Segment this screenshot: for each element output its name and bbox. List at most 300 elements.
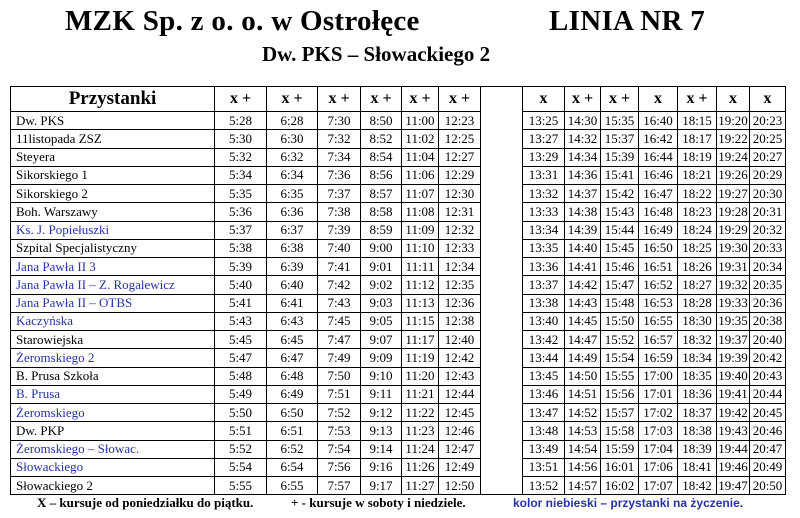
- departure-time: 16:57: [639, 331, 678, 349]
- departure-time: 6:28: [267, 112, 318, 130]
- departure-time: 12:36: [439, 294, 481, 312]
- departure-time: 15:52: [601, 331, 639, 349]
- table-row: [11, 367, 786, 385]
- departure-time: 5:48: [215, 367, 267, 385]
- departure-time: 13:44: [523, 349, 565, 367]
- departure-time: 15:39: [601, 148, 639, 166]
- departure-time: 16:48: [639, 203, 678, 221]
- departure-time: 16:46: [639, 166, 678, 184]
- departure-time: 8:58: [361, 203, 402, 221]
- departure-time: 12:43: [439, 367, 481, 385]
- departure-time: 6:47: [267, 349, 318, 367]
- departure-time: 7:51: [318, 385, 361, 403]
- stop-name: Kaczyńska: [11, 312, 215, 330]
- separator-cell: [481, 276, 523, 294]
- departure-time: 7:32: [318, 130, 361, 148]
- separator-cell: [481, 221, 523, 239]
- departure-time: 20:25: [750, 130, 786, 148]
- departure-time: 19:35: [717, 312, 750, 330]
- departure-time: 17:04: [639, 440, 678, 458]
- departure-time: 13:52: [523, 477, 565, 495]
- departure-time: 13:35: [523, 239, 565, 257]
- table-row: [11, 221, 786, 239]
- departure-time: 11:09: [402, 221, 439, 239]
- departure-time: 7:39: [318, 221, 361, 239]
- departure-time: 12:40: [439, 331, 481, 349]
- departure-time: 19:43: [717, 422, 750, 440]
- departure-time: 12:46: [439, 422, 481, 440]
- departure-time: 9:05: [361, 312, 402, 330]
- departure-time: 5:38: [215, 239, 267, 257]
- separator-cell: [481, 385, 523, 403]
- separator-cell: [481, 404, 523, 422]
- table-row: [11, 276, 786, 294]
- departure-time: 9:13: [361, 422, 402, 440]
- course-column-header: x +: [439, 87, 481, 112]
- departure-time: 13:29: [523, 148, 565, 166]
- departure-time: 13:47: [523, 404, 565, 422]
- departure-time: 6:39: [267, 258, 318, 276]
- departure-time: 15:50: [601, 312, 639, 330]
- departure-time: 12:29: [439, 166, 481, 184]
- course-column-header: x +: [318, 87, 361, 112]
- departure-time: 18:27: [678, 276, 717, 294]
- departure-time: 12:33: [439, 239, 481, 257]
- timetable: [10, 86, 786, 495]
- departure-time: 7:38: [318, 203, 361, 221]
- table-row: [11, 458, 786, 476]
- departure-time: 7:40: [318, 239, 361, 257]
- departure-time: 17:06: [639, 458, 678, 476]
- course-column-header: x +: [402, 87, 439, 112]
- departure-time: 14:45: [565, 312, 601, 330]
- course-column-header: x +: [678, 87, 717, 112]
- departure-time: 6:51: [267, 422, 318, 440]
- departure-time: 7:45: [318, 312, 361, 330]
- departure-time: 5:32: [215, 148, 267, 166]
- departure-time: 12:50: [439, 477, 481, 495]
- stop-name: Dw. PKS: [11, 112, 215, 130]
- departure-time: 19:31: [717, 258, 750, 276]
- departure-time: 19:40: [717, 367, 750, 385]
- stop-name: Jana Pawła II – OTBS: [11, 294, 215, 312]
- departure-time: 12:23: [439, 112, 481, 130]
- departure-time: 9:07: [361, 331, 402, 349]
- legend-weekdays: X – kursuje od poniedziałku do piątku.: [37, 495, 254, 510]
- course-column-header: x: [639, 87, 678, 112]
- departure-time: 11:13: [402, 294, 439, 312]
- stop-name: Żeromskiego – Słowac.: [11, 440, 215, 458]
- departure-time: 15:55: [601, 367, 639, 385]
- departure-time: 15:41: [601, 166, 639, 184]
- departure-time: 13:36: [523, 258, 565, 276]
- departure-time: 11:15: [402, 312, 439, 330]
- departure-time: 16:52: [639, 276, 678, 294]
- departure-time: 14:41: [565, 258, 601, 276]
- departure-time: 11:02: [402, 130, 439, 148]
- departure-time: 13:42: [523, 331, 565, 349]
- separator-cell: [481, 87, 523, 112]
- departure-time: 7:30: [318, 112, 361, 130]
- departure-time: 6:30: [267, 130, 318, 148]
- departure-time: 5:43: [215, 312, 267, 330]
- departure-time: 5:52: [215, 440, 267, 458]
- departure-time: 6:54: [267, 458, 318, 476]
- departure-time: 16:02: [601, 477, 639, 495]
- stop-name: Słowackiego 2: [11, 477, 215, 495]
- separator-cell: [481, 440, 523, 458]
- departure-time: 6:43: [267, 312, 318, 330]
- departure-time: 12:38: [439, 312, 481, 330]
- departure-time: 18:39: [678, 440, 717, 458]
- departure-time: 18:24: [678, 221, 717, 239]
- departure-time: 8:50: [361, 112, 402, 130]
- departure-time: 14:49: [565, 349, 601, 367]
- table-row: [11, 440, 786, 458]
- departure-time: 9:11: [361, 385, 402, 403]
- course-column-header: x: [717, 87, 750, 112]
- line-number-title: LINIA NR 7: [549, 5, 706, 37]
- departure-time: 5:47: [215, 349, 267, 367]
- departure-time: 20:29: [750, 166, 786, 184]
- departure-time: 5:49: [215, 385, 267, 403]
- departure-time: 14:51: [565, 385, 601, 403]
- separator-cell: [481, 258, 523, 276]
- departure-time: 13:45: [523, 367, 565, 385]
- departure-time: 14:50: [565, 367, 601, 385]
- departure-time: 20:42: [750, 349, 786, 367]
- departure-time: 19:32: [717, 276, 750, 294]
- departure-time: 18:42: [678, 477, 717, 495]
- departure-time: 13:49: [523, 440, 565, 458]
- departure-time: 20:34: [750, 258, 786, 276]
- table-row: [11, 404, 786, 422]
- departure-time: 7:57: [318, 477, 361, 495]
- departure-time: 6:38: [267, 239, 318, 257]
- departure-time: 19:42: [717, 404, 750, 422]
- table-row: [11, 312, 786, 330]
- departure-time: 20:31: [750, 203, 786, 221]
- departure-time: 19:26: [717, 166, 750, 184]
- separator-cell: [481, 112, 523, 130]
- departure-time: 13:37: [523, 276, 565, 294]
- course-column-header: x +: [267, 87, 318, 112]
- departure-time: 20:33: [750, 239, 786, 257]
- stop-name: B. Prusa Szkoła: [11, 367, 215, 385]
- departure-time: 6:32: [267, 148, 318, 166]
- departure-time: 18:17: [678, 130, 717, 148]
- departure-time: 15:58: [601, 422, 639, 440]
- departure-time: 7:37: [318, 185, 361, 203]
- departure-time: 11:21: [402, 385, 439, 403]
- departure-time: 17:01: [639, 385, 678, 403]
- departure-time: 20:49: [750, 458, 786, 476]
- departure-time: 6:40: [267, 276, 318, 294]
- departure-time: 18:21: [678, 166, 717, 184]
- departure-time: 9:00: [361, 239, 402, 257]
- route-title: Dw. PKS – Słowackiego 2: [262, 42, 491, 66]
- departure-time: 11:06: [402, 166, 439, 184]
- course-column-header: x +: [565, 87, 601, 112]
- departure-time: 12:45: [439, 404, 481, 422]
- departure-time: 12:44: [439, 385, 481, 403]
- departure-time: 13:27: [523, 130, 565, 148]
- departure-time: 6:41: [267, 294, 318, 312]
- departure-time: 7:53: [318, 422, 361, 440]
- departure-time: 13:38: [523, 294, 565, 312]
- departure-time: 16:53: [639, 294, 678, 312]
- departure-time: 19:44: [717, 440, 750, 458]
- departure-time: 15:46: [601, 258, 639, 276]
- departure-time: 20:23: [750, 112, 786, 130]
- departure-time: 7:49: [318, 349, 361, 367]
- departure-time: 12:32: [439, 221, 481, 239]
- departure-time: 16:42: [639, 130, 678, 148]
- departure-time: 20:43: [750, 367, 786, 385]
- departure-time: 16:44: [639, 148, 678, 166]
- departure-time: 20:38: [750, 312, 786, 330]
- departure-time: 18:37: [678, 404, 717, 422]
- departure-time: 15:59: [601, 440, 639, 458]
- departure-time: 5:37: [215, 221, 267, 239]
- departure-time: 11:17: [402, 331, 439, 349]
- departure-time: 18:36: [678, 385, 717, 403]
- stop-name: 11listopada ZSZ: [11, 130, 215, 148]
- departure-time: 18:41: [678, 458, 717, 476]
- stop-name: Sikorskiego 1: [11, 166, 215, 184]
- departure-time: 6:48: [267, 367, 318, 385]
- departure-time: 11:00: [402, 112, 439, 130]
- departure-time: 19:39: [717, 349, 750, 367]
- table-row: [11, 130, 786, 148]
- departure-time: 18:35: [678, 367, 717, 385]
- departure-time: 9:02: [361, 276, 402, 294]
- departure-time: 8:54: [361, 148, 402, 166]
- departure-time: 14:40: [565, 239, 601, 257]
- departure-time: 19:24: [717, 148, 750, 166]
- table-row: [11, 166, 786, 184]
- departure-time: 11:04: [402, 148, 439, 166]
- departure-time: 13:40: [523, 312, 565, 330]
- departure-time: 6:34: [267, 166, 318, 184]
- departure-time: 19:30: [717, 239, 750, 257]
- separator-cell: [481, 367, 523, 385]
- departure-time: 16:55: [639, 312, 678, 330]
- departure-time: 5:55: [215, 477, 267, 495]
- departure-time: 13:33: [523, 203, 565, 221]
- departure-time: 19:27: [717, 185, 750, 203]
- departure-time: 20:35: [750, 276, 786, 294]
- departure-time: 11:27: [402, 477, 439, 495]
- departure-time: 18:38: [678, 422, 717, 440]
- table-row: [11, 203, 786, 221]
- departure-time: 19:22: [717, 130, 750, 148]
- departure-time: 9:17: [361, 477, 402, 495]
- departure-time: 20:40: [750, 331, 786, 349]
- departure-time: 15:43: [601, 203, 639, 221]
- departure-time: 12:49: [439, 458, 481, 476]
- departure-time: 16:50: [639, 239, 678, 257]
- departure-time: 16:49: [639, 221, 678, 239]
- separator-cell: [481, 349, 523, 367]
- departure-time: 5:54: [215, 458, 267, 476]
- departure-time: 8:56: [361, 166, 402, 184]
- departure-time: 19:47: [717, 477, 750, 495]
- table-row: [11, 258, 786, 276]
- departure-time: 20:30: [750, 185, 786, 203]
- departure-time: 6:35: [267, 185, 318, 203]
- company-title: MZK Sp. z o. o. w Ostrołęce: [65, 5, 420, 37]
- departure-time: 9:03: [361, 294, 402, 312]
- departure-time: 7:50: [318, 367, 361, 385]
- departure-time: 14:36: [565, 166, 601, 184]
- departure-time: 20:36: [750, 294, 786, 312]
- departure-time: 6:36: [267, 203, 318, 221]
- departure-time: 9:01: [361, 258, 402, 276]
- departure-time: 9:16: [361, 458, 402, 476]
- departure-time: 7:52: [318, 404, 361, 422]
- course-column-header: x: [750, 87, 786, 112]
- course-column-header: x: [523, 87, 565, 112]
- departure-time: 17:02: [639, 404, 678, 422]
- departure-time: 6:52: [267, 440, 318, 458]
- departure-time: 14:43: [565, 294, 601, 312]
- departure-time: 12:25: [439, 130, 481, 148]
- table-row: [11, 349, 786, 367]
- departure-time: 14:53: [565, 422, 601, 440]
- stop-name: Słowackiego: [11, 458, 215, 476]
- separator-cell: [481, 239, 523, 257]
- departure-time: 8:52: [361, 130, 402, 148]
- departure-time: 16:01: [601, 458, 639, 476]
- departure-time: 5:41: [215, 294, 267, 312]
- table-row: [11, 477, 786, 495]
- departure-time: 20:32: [750, 221, 786, 239]
- separator-cell: [481, 203, 523, 221]
- departure-time: 19:33: [717, 294, 750, 312]
- departure-time: 19:41: [717, 385, 750, 403]
- departure-time: 14:47: [565, 331, 601, 349]
- stop-name: Jana Pawła II 3: [11, 258, 215, 276]
- departure-time: 13:51: [523, 458, 565, 476]
- departure-time: 5:50: [215, 404, 267, 422]
- departure-time: 17:03: [639, 422, 678, 440]
- departure-time: 18:26: [678, 258, 717, 276]
- departure-time: 13:31: [523, 166, 565, 184]
- departure-time: 14:30: [565, 112, 601, 130]
- departure-time: 11:20: [402, 367, 439, 385]
- departure-time: 18:23: [678, 203, 717, 221]
- departure-time: 18:15: [678, 112, 717, 130]
- table-row: [11, 185, 786, 203]
- departure-time: 20:27: [750, 148, 786, 166]
- departure-time: 18:22: [678, 185, 717, 203]
- stop-name: Ks. J. Popiełuszki: [11, 221, 215, 239]
- departure-time: 11:12: [402, 276, 439, 294]
- departure-time: 15:47: [601, 276, 639, 294]
- departure-time: 7:43: [318, 294, 361, 312]
- departure-time: 11:10: [402, 239, 439, 257]
- departure-time: 7:54: [318, 440, 361, 458]
- departure-time: 7:42: [318, 276, 361, 294]
- departure-time: 11:24: [402, 440, 439, 458]
- departure-time: 18:19: [678, 148, 717, 166]
- departure-time: 9:12: [361, 404, 402, 422]
- table-row: [11, 148, 786, 166]
- course-column-header: x +: [361, 87, 402, 112]
- departure-time: 18:30: [678, 312, 717, 330]
- departure-time: 15:48: [601, 294, 639, 312]
- departure-time: 20:45: [750, 404, 786, 422]
- departure-time: 17:07: [639, 477, 678, 495]
- departure-time: 14:57: [565, 477, 601, 495]
- departure-time: 19:28: [717, 203, 750, 221]
- course-column-header: x +: [215, 87, 267, 112]
- departure-time: 13:46: [523, 385, 565, 403]
- table-row: [11, 294, 786, 312]
- departure-time: 20:46: [750, 422, 786, 440]
- departure-time: 6:50: [267, 404, 318, 422]
- departure-time: 16:40: [639, 112, 678, 130]
- departure-time: 15:37: [601, 130, 639, 148]
- separator-cell: [481, 130, 523, 148]
- departure-time: 5:35: [215, 185, 267, 203]
- departure-time: 11:26: [402, 458, 439, 476]
- departure-time: 8:59: [361, 221, 402, 239]
- table-row: [11, 239, 786, 257]
- departure-time: 15:57: [601, 404, 639, 422]
- departure-time: 9:14: [361, 440, 402, 458]
- departure-time: 12:35: [439, 276, 481, 294]
- departure-time: 14:54: [565, 440, 601, 458]
- departure-time: 20:50: [750, 477, 786, 495]
- departure-time: 11:08: [402, 203, 439, 221]
- departure-time: 7:41: [318, 258, 361, 276]
- departure-time: 13:32: [523, 185, 565, 203]
- departure-time: 11:07: [402, 185, 439, 203]
- separator-cell: [481, 148, 523, 166]
- departure-time: 13:25: [523, 112, 565, 130]
- departure-time: 14:38: [565, 203, 601, 221]
- departure-time: 20:47: [750, 440, 786, 458]
- departure-time: 19:20: [717, 112, 750, 130]
- legend-weekends: + - kursuje w soboty i niedziele.: [291, 495, 466, 510]
- departure-time: 13:34: [523, 221, 565, 239]
- separator-cell: [481, 331, 523, 349]
- stop-name: Dw. PKP: [11, 422, 215, 440]
- stop-name: Żeromskiego 2: [11, 349, 215, 367]
- departure-time: 12:31: [439, 203, 481, 221]
- departure-time: 19:37: [717, 331, 750, 349]
- departure-time: 9:10: [361, 367, 402, 385]
- table-row: [11, 112, 786, 130]
- stop-name: Steyera: [11, 148, 215, 166]
- departure-time: 12:34: [439, 258, 481, 276]
- departure-time: 14:39: [565, 221, 601, 239]
- header-row: [11, 87, 786, 112]
- departure-time: 17:00: [639, 367, 678, 385]
- departure-time: 20:44: [750, 385, 786, 403]
- stops-column-header: Przystanki: [11, 87, 215, 112]
- departure-time: 12:42: [439, 349, 481, 367]
- departure-time: 5:36: [215, 203, 267, 221]
- departure-time: 11:23: [402, 422, 439, 440]
- departure-time: 6:45: [267, 331, 318, 349]
- departure-time: 14:52: [565, 404, 601, 422]
- departure-time: 5:51: [215, 422, 267, 440]
- course-column-header: x +: [601, 87, 639, 112]
- separator-cell: [481, 458, 523, 476]
